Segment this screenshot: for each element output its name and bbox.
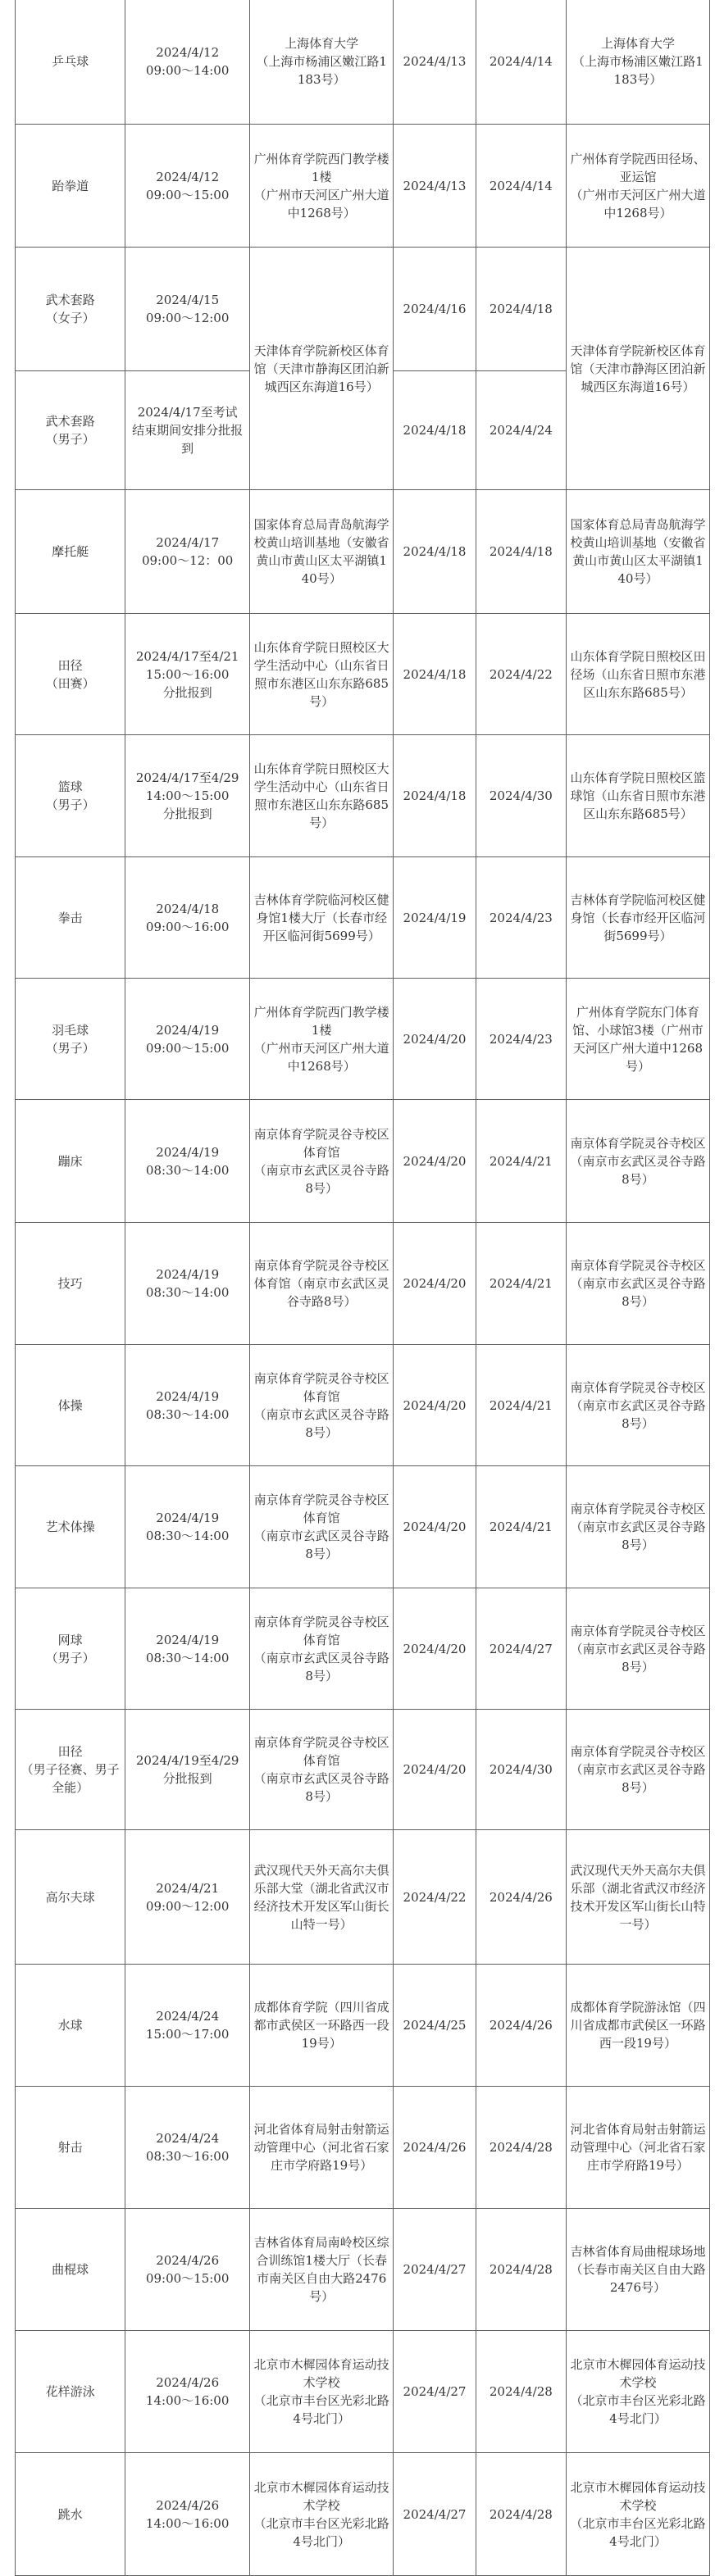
- test-venue-cell: 山东体育学院日照校区田径场（山东省日照市东港区山东东路685号）: [566, 614, 709, 735]
- test-start-date-cell: 2024/4/20: [394, 1710, 476, 1830]
- sport-cell: 田径 （田赛）: [16, 614, 125, 735]
- report-time-cell: 2024/4/19 09:00～15:00: [125, 979, 250, 1100]
- test-end-date-cell: 2024/4/14: [476, 125, 566, 248]
- test-end-date-cell: 2024/4/21: [476, 1345, 566, 1466]
- report-venue-cell: 山东体育学院日照校区大学生活动中心（山东省日照市东港区山东东路685号）: [250, 735, 394, 857]
- test-venue-cell: 南京体育学院灵谷寺校区（南京市玄武区灵谷寺路8号）: [566, 1223, 709, 1345]
- test-end-date-cell: 2024/4/28: [476, 2453, 566, 2576]
- report-venue-cell: 武汉现代天外天高尔夫俱乐部大堂（湖北省武汉市经济技术开发区军山街长山特一号）: [250, 1830, 394, 1965]
- table-row: [16, 1965, 710, 2087]
- report-venue-cell: 天津体育学院新校区体育馆（天津市静海区团泊新城西区东海道16号）: [250, 248, 394, 490]
- test-venue-cell: 吉林体育学院临河校区健身馆（长春市经开区临河街5699号）: [566, 857, 709, 979]
- sport-cell: 体操: [16, 1345, 125, 1466]
- test-start-date-cell: 2024/4/20: [394, 1588, 476, 1710]
- sport-cell: 蹦床: [16, 1100, 125, 1223]
- test-end-date-cell: 2024/4/26: [476, 1965, 566, 2087]
- test-start-date-cell: 2024/4/16: [394, 248, 476, 371]
- table-row: [16, 2087, 710, 2209]
- test-start-date-cell: 2024/4/18: [394, 735, 476, 857]
- report-time-cell: 2024/4/17 09:00～12：00: [125, 490, 250, 614]
- test-end-date-cell: 2024/4/28: [476, 2209, 566, 2331]
- report-time-cell: 2024/4/21 09:00～12:00: [125, 1830, 250, 1965]
- test-end-date-cell: 2024/4/28: [476, 2087, 566, 2209]
- report-venue-cell: 南京体育学院灵谷寺校区体育馆 （南京市玄武区灵谷寺路8号）: [250, 1710, 394, 1830]
- test-venue-cell: 河北省体育局射击射箭运动管理中心（河北省石家庄市学府路19号）: [566, 2087, 709, 2209]
- test-start-date-cell: 2024/4/27: [394, 2209, 476, 2331]
- test-start-date-cell: 2024/4/25: [394, 1965, 476, 2087]
- table-row: [16, 1588, 710, 1710]
- test-venue-cell: 成都体育学院游泳馆（四川省成都市武侯区一环路西一段19号）: [566, 1965, 709, 2087]
- report-venue-cell: 南京体育学院灵谷寺校区体育馆 （南京市玄武区灵谷寺路8号）: [250, 1466, 394, 1588]
- table-row: [16, 1466, 710, 1588]
- test-start-date-cell: 2024/4/18: [394, 614, 476, 735]
- test-venue-cell: 广州体育学院东门体育馆、小球馆3楼（广州市天河区广州大道中1268号）: [566, 979, 709, 1100]
- report-venue-cell: 南京体育学院灵谷寺校区体育馆（南京市玄武区灵谷寺路8号）: [250, 1223, 394, 1345]
- test-venue-cell: 南京体育学院灵谷寺校区（南京市玄武区灵谷寺路8号）: [566, 1345, 709, 1466]
- test-venue-cell: 上海体育大学 （上海市杨浦区嫩江路1183号）: [566, 0, 709, 125]
- sport-cell: 武术套路 （男子）: [16, 371, 125, 490]
- test-start-date-cell: 2024/4/19: [394, 857, 476, 979]
- test-end-date-cell: 2024/4/26: [476, 1830, 566, 1965]
- test-end-date-cell: 2024/4/30: [476, 1710, 566, 1830]
- sport-cell: 曲棍球: [16, 2209, 125, 2331]
- test-start-date-cell: 2024/4/26: [394, 2087, 476, 2209]
- test-start-date-cell: 2024/4/22: [394, 1830, 476, 1965]
- report-time-cell: 2024/4/12 09:00～15:00: [125, 125, 250, 248]
- sport-cell: 羽毛球 （男子）: [16, 979, 125, 1100]
- test-venue-cell: 北京市木樨园体育运动技术学校 （北京市丰台区光彩北路4号北门）: [566, 2453, 709, 2576]
- report-time-cell: 2024/4/19 08:30～14:00: [125, 1588, 250, 1710]
- report-time-cell: 2024/4/26 09:00～15:00: [125, 2209, 250, 2331]
- report-venue-cell: 南京体育学院灵谷寺校区体育馆 （南京市玄武区灵谷寺路8号）: [250, 1100, 394, 1223]
- report-venue-cell: 国家体育总局青岛航海学校黄山培训基地（安徽省黄山市黄山区太平湖镇140号）: [250, 490, 394, 614]
- report-venue-cell: 北京市木樨园体育运动技术学校 （北京市丰台区光彩北路4号北门）: [250, 2331, 394, 2453]
- report-time-cell: 2024/4/19至4/29 分批报到: [125, 1710, 250, 1830]
- test-end-date-cell: 2024/4/27: [476, 1588, 566, 1710]
- sport-cell: 射击: [16, 2087, 125, 2209]
- report-time-cell: 2024/4/18 09:00～16:00: [125, 857, 250, 979]
- report-time-cell: 2024/4/12 09:00～14:00: [125, 0, 250, 125]
- test-venue-cell: 南京体育学院灵谷寺校区（南京市玄武区灵谷寺路8号）: [566, 1710, 709, 1830]
- report-venue-cell: 吉林省体育局南岭校区综合训练馆1楼大厅（长春市南关区自由大路2476号）: [250, 2209, 394, 2331]
- report-time-cell: 2024/4/24 08:30～16:00: [125, 2087, 250, 2209]
- table-row: [16, 2209, 710, 2331]
- sport-cell: 高尔夫球: [16, 1830, 125, 1965]
- sport-cell: 跳水: [16, 2453, 125, 2576]
- test-start-date-cell: 2024/4/20: [394, 979, 476, 1100]
- test-venue-cell: 吉林省体育局曲棍球场地 （长春市南关区自由大路2476号）: [566, 2209, 709, 2331]
- report-venue-cell: 北京市木樨园体育运动技术学校 （北京市丰台区光彩北路4号北门）: [250, 2453, 394, 2576]
- test-venue-cell: 北京市木樨园体育运动技术学校 （北京市丰台区光彩北路4号北门）: [566, 2331, 709, 2453]
- report-time-cell: 2024/4/26 14:00～16:00: [125, 2453, 250, 2576]
- report-time-cell: 2024/4/26 14:00～16:00: [125, 2331, 250, 2453]
- schedule-table: [15, 0, 710, 2576]
- test-start-date-cell: 2024/4/18: [394, 490, 476, 614]
- test-end-date-cell: 2024/4/18: [476, 490, 566, 614]
- test-start-date-cell: 2024/4/13: [394, 125, 476, 248]
- table-row: [16, 735, 710, 857]
- test-venue-cell: 广州体育学院西田径场、亚运馆 （广州市天河区广州大道中1268号）: [566, 125, 709, 248]
- test-end-date-cell: 2024/4/23: [476, 979, 566, 1100]
- report-time-cell: 2024/4/24 15:00～17:00: [125, 1965, 250, 2087]
- table-row: [16, 490, 710, 614]
- test-start-date-cell: 2024/4/18: [394, 371, 476, 490]
- test-end-date-cell: 2024/4/24: [476, 371, 566, 490]
- report-venue-cell: 成都体育学院（四川省成都市武侯区一环路西一段19号）: [250, 1965, 394, 2087]
- table-row: [16, 248, 710, 371]
- report-time-cell: 2024/4/19 08:30～14:00: [125, 1345, 250, 1466]
- table-row: [16, 0, 710, 125]
- table-row: [16, 1830, 710, 1965]
- test-venue-cell: 南京体育学院灵谷寺校区（南京市玄武区灵谷寺路8号）: [566, 1466, 709, 1588]
- report-venue-cell: 广州体育学院西门教学楼1楼 （广州市天河区广州大道中1268号）: [250, 125, 394, 248]
- test-start-date-cell: 2024/4/20: [394, 1345, 476, 1466]
- report-venue-cell: 上海体育大学 （上海市杨浦区嫩江路1183号）: [250, 0, 394, 125]
- sport-cell: 跆拳道: [16, 125, 125, 248]
- test-start-date-cell: 2024/4/20: [394, 1223, 476, 1345]
- sport-cell: 网球 （男子）: [16, 1588, 125, 1710]
- table-row: [16, 2453, 710, 2576]
- report-venue-cell: 南京体育学院灵谷寺校区体育馆 （南京市玄武区灵谷寺路8号）: [250, 1588, 394, 1710]
- table-row: [16, 1345, 710, 1466]
- test-venue-cell: 南京体育学院灵谷寺校区（南京市玄武区灵谷寺路8号）: [566, 1100, 709, 1223]
- sport-cell: 武术套路 （女子）: [16, 248, 125, 371]
- table-row: [16, 614, 710, 735]
- sport-cell: 拳击: [16, 857, 125, 979]
- report-time-cell: 2024/4/15 09:00～12:00: [125, 248, 250, 371]
- report-venue-cell: 河北省体育局射击射箭运动管理中心（河北省石家庄市学府路19号）: [250, 2087, 394, 2209]
- sport-cell: 乒乓球: [16, 0, 125, 125]
- table-row: [16, 1100, 710, 1223]
- report-venue-cell: 山东体育学院日照校区大学生活动中心（山东省日照市东港区山东东路685号）: [250, 614, 394, 735]
- test-end-date-cell: 2024/4/21: [476, 1223, 566, 1345]
- test-end-date-cell: 2024/4/22: [476, 614, 566, 735]
- test-venue-cell: 武汉现代天外天高尔夫俱乐部（湖北省武汉市经济技术开发区军山街长山特一号）: [566, 1830, 709, 1965]
- table-row: [16, 1223, 710, 1345]
- test-venue-cell: 南京体育学院灵谷寺校区（南京市玄武区灵谷寺路8号）: [566, 1588, 709, 1710]
- sport-cell: 篮球 （男子）: [16, 735, 125, 857]
- report-time-cell: 2024/4/19 08:30～14:00: [125, 1100, 250, 1223]
- sport-cell: 艺术体操: [16, 1466, 125, 1588]
- test-end-date-cell: 2024/4/23: [476, 857, 566, 979]
- test-end-date-cell: 2024/4/28: [476, 2331, 566, 2453]
- test-end-date-cell: 2024/4/21: [476, 1100, 566, 1223]
- report-time-cell: 2024/4/17至4/21 15:00～16:00 分批报到: [125, 614, 250, 735]
- report-venue-cell: 南京体育学院灵谷寺校区体育馆 （南京市玄武区灵谷寺路8号）: [250, 1345, 394, 1466]
- report-time-cell: 2024/4/19 08:30～14:00: [125, 1466, 250, 1588]
- test-start-date-cell: 2024/4/27: [394, 2453, 476, 2576]
- sport-cell: 摩托艇: [16, 490, 125, 614]
- test-end-date-cell: 2024/4/30: [476, 735, 566, 857]
- table-row: [16, 125, 710, 248]
- table-row: [16, 857, 710, 979]
- test-venue-cell: 国家体育总局青岛航海学校黄山培训基地（安徽省黄山市黄山区太平湖镇140号）: [566, 490, 709, 614]
- report-time-cell: 2024/4/17至4/29 14:00～15:00 分批报到: [125, 735, 250, 857]
- test-start-date-cell: 2024/4/13: [394, 0, 476, 125]
- sport-cell: 技巧: [16, 1223, 125, 1345]
- test-end-date-cell: 2024/4/14: [476, 0, 566, 125]
- sport-cell: 田径 （男子径赛、男子全能）: [16, 1710, 125, 1830]
- sport-cell: 花样游泳: [16, 2331, 125, 2453]
- table-row: [16, 979, 710, 1100]
- test-start-date-cell: 2024/4/20: [394, 1100, 476, 1223]
- test-start-date-cell: 2024/4/20: [394, 1466, 476, 1588]
- test-end-date-cell: 2024/4/21: [476, 1466, 566, 1588]
- sport-cell: 水球: [16, 1965, 125, 2087]
- test-start-date-cell: 2024/4/27: [394, 2331, 476, 2453]
- test-end-date-cell: 2024/4/18: [476, 248, 566, 371]
- report-time-cell: 2024/4/17至考试 结束期间安排分批报到: [125, 371, 250, 490]
- report-venue-cell: 吉林体育学院临河校区健身馆1楼大厅（长春市经开区临河街5699号）: [250, 857, 394, 979]
- test-venue-cell: 山东体育学院日照校区篮球馆（山东省日照市东港区山东东路685号）: [566, 735, 709, 857]
- report-time-cell: 2024/4/19 08:30～14:00: [125, 1223, 250, 1345]
- table-row: [16, 1710, 710, 1830]
- report-venue-cell: 广州体育学院西门教学楼1楼 （广州市天河区广州大道中1268号）: [250, 979, 394, 1100]
- table-row: [16, 2331, 710, 2453]
- test-venue-cell: 天津体育学院新校区体育馆（天津市静海区团泊新城西区东海道16号）: [566, 248, 709, 490]
